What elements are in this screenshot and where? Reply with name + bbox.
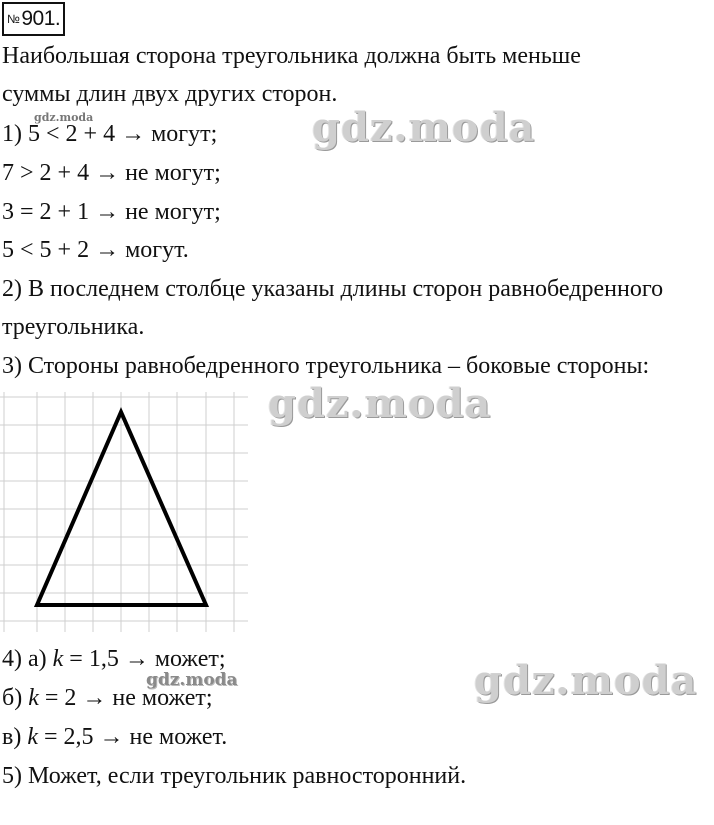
statement-line-1: Наибольшая сторона треугольника должна быть меньше — [2, 43, 581, 69]
problem-number-value: 901. — [21, 7, 61, 30]
item2-line-2: треугольника. — [2, 314, 145, 340]
watermark-logo-3: gdz.moda — [474, 657, 698, 704]
statement-line-2: суммы длин двух других сторон. — [2, 81, 338, 107]
watermark-logo-1: gdz.moda — [312, 104, 536, 151]
problem-number — [2, 2, 65, 36]
grid — [0, 392, 248, 632]
isosceles-triangle-figure — [0, 392, 250, 632]
item1-line-2: 7 > 2 + 4 → не могут; — [2, 160, 221, 186]
item1-line-4: 5 < 5 + 2 → могут. — [2, 237, 189, 263]
watermark-logo-2: gdz.moda — [268, 380, 492, 427]
item1-line-1: 1) 5 < 2 + 4 → могут; — [2, 121, 218, 147]
item4-line-c: в) k = 2,5 → не может. — [2, 724, 228, 750]
item5-line: 5) Может, если треугольник равносторонний. — [2, 763, 467, 789]
watermark-small-2: gdz.moda — [146, 670, 238, 690]
number-sign: № — [7, 12, 20, 26]
item1-line-3: 3 = 2 + 1 → не могут; — [2, 199, 221, 225]
item3-line: 3) Стороны равнобедренного треугольника – боковые стороны: — [2, 353, 650, 379]
item4-line-b: б) k = 2 → не может; — [2, 685, 213, 711]
watermark-small-1: gdz.moda — [34, 111, 94, 124]
item4-line-a: 4) а) k = 1,5 → может; — [2, 646, 226, 672]
item2-line-1: 2) В последнем столбце указаны длины сторон равнобедренного — [2, 276, 664, 302]
